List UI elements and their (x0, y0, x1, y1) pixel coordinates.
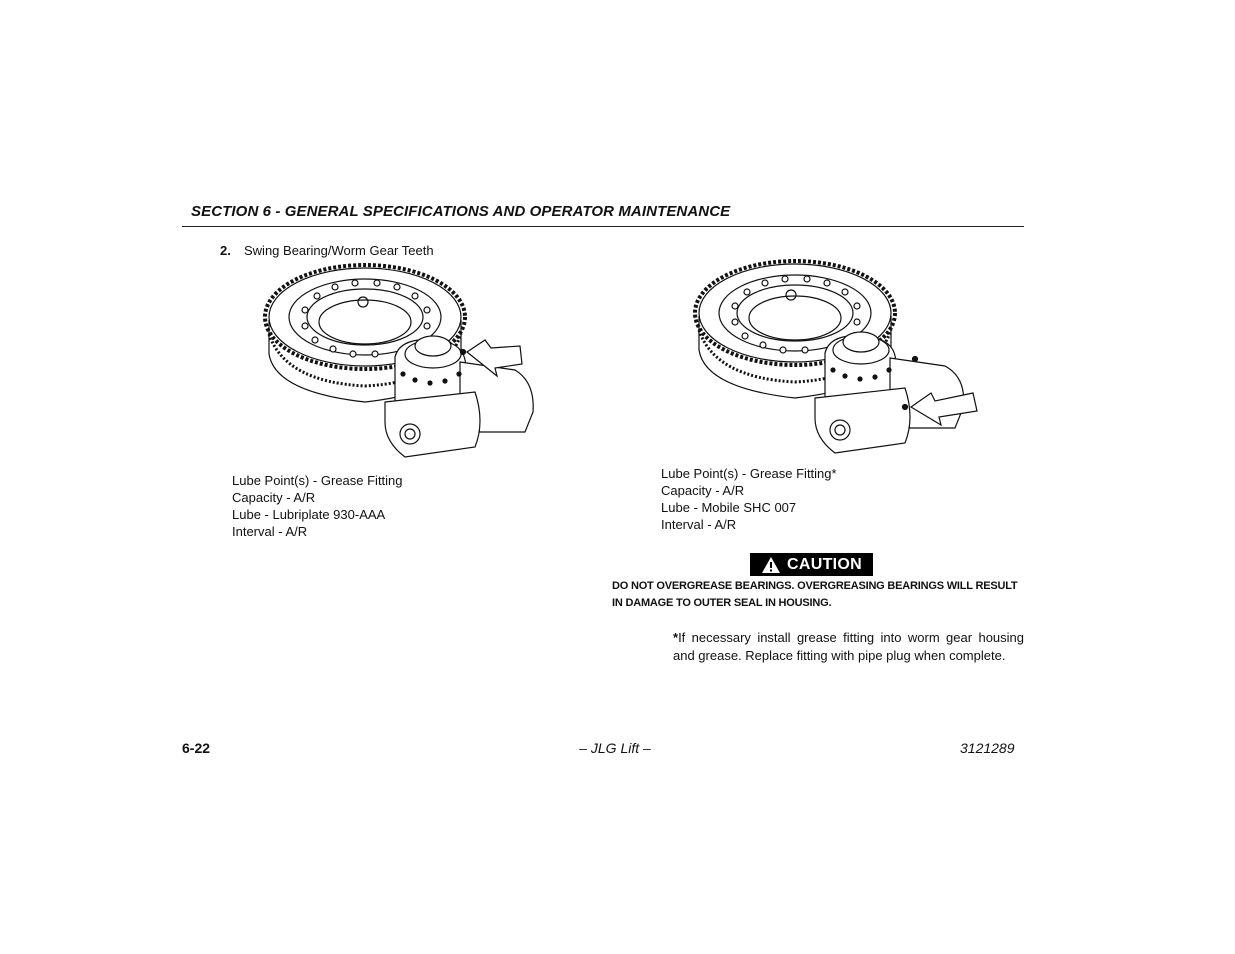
left-spec-interval: Interval - A/R (232, 524, 308, 539)
step-heading (220, 243, 434, 258)
note-paragraph (673, 629, 1024, 664)
left-spec-list (232, 472, 403, 540)
header-rule (182, 226, 1024, 227)
left-spec-capacity: Capacity - A/R (232, 490, 316, 505)
note-text: If necessary install grease fitting into worm gear housing and grease. Replace fitting with pipe plug when complete. (673, 630, 1024, 663)
step-title: Swing Bearing/Worm Gear Teeth (244, 243, 434, 258)
caution-badge (750, 553, 873, 576)
document-number: 3121289 (960, 740, 1015, 756)
right-spec-lube: Lube - Mobile SHC 007 (661, 500, 797, 515)
step-number: 2. (220, 243, 231, 258)
footer-brand: – JLG Lift – (579, 740, 651, 756)
caution-text: DO NOT OVERGREASE BEARINGS. OVERGREASING BEARINGS WILL RESULT IN DAMAGE TO OUTER SEAL IN HOUSING. (612, 580, 1018, 609)
note-asterisk: * (673, 630, 679, 645)
right-spec-list (661, 465, 837, 533)
section-title: SECTION 6 - GENERAL SPECIFICATIONS AND OPERATOR MAINTENANCE (191, 203, 731, 220)
page-number: 6-22 (182, 740, 211, 756)
right-spec-lube-point: Lube Point(s) - Grease Fitting* (661, 466, 837, 481)
swing-bearing-gear-illustration (255, 262, 540, 462)
left-spec-lube-point: Lube Point(s) - Grease Fitting (232, 473, 403, 488)
warning-triangle-icon (761, 556, 781, 574)
swing-bearing-gear-illustration (685, 255, 985, 460)
caution-label: CAUTION (787, 555, 862, 573)
right-spec-capacity: Capacity - A/R (661, 483, 745, 498)
right-spec-interval: Interval - A/R (661, 517, 737, 532)
left-spec-lube: Lube - Lubriplate 930-AAA (232, 507, 386, 522)
